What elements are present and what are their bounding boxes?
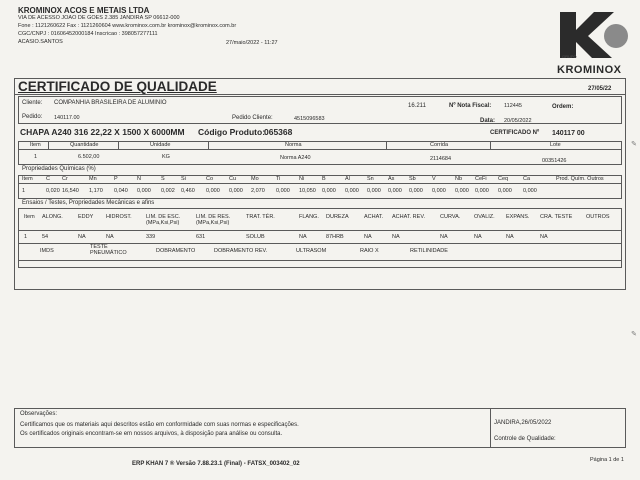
logo-text: KROMINOX (557, 64, 622, 76)
nota-fiscal-value: 112445 (504, 103, 522, 109)
chemical-value-2: 16,540 (62, 188, 79, 194)
chemical-header-16: As (388, 176, 395, 182)
mechanical-header2-1: TESTE PNEUMÁTICO (90, 244, 127, 256)
pen-mark: ✎ (630, 140, 638, 148)
chemical-header-20: CeFi (475, 176, 487, 182)
mechanical-header-8: DUREZA (326, 214, 349, 220)
cliente-value: COMPANHIA BRASILEIRA DE ALUMINIO (54, 100, 167, 106)
mechanical-value-10: NA (392, 234, 400, 240)
chemical-value-0: 1 (22, 188, 26, 194)
chemical-header-7: Si (181, 176, 186, 182)
chemical-value-3: 1,170 (89, 188, 103, 194)
chemical-header-10: Mo (251, 176, 259, 182)
product-code-value: 065368 (264, 127, 293, 137)
chemical-header-9: Cu (229, 176, 237, 182)
mechanical-header-2: EDDY (78, 214, 94, 220)
pedido-label: Pedido: (22, 114, 43, 120)
print-timestamp: 27/maio/2022 - 11:27 (226, 40, 278, 46)
items-row-quantidade: 6.502,00 (78, 154, 100, 160)
data-label: Data: (480, 118, 496, 124)
chemical-value-15: 0,000 (367, 188, 381, 194)
chemical-value-19: 0,000 (455, 188, 469, 194)
mechanical-header2-4: ULTRASOM (296, 248, 327, 254)
chemical-value-22: 0,000 (523, 188, 537, 194)
mechanical-value-12: NA (474, 234, 482, 240)
chemical-header-21: Ceq (498, 176, 509, 182)
mechanical-value-14: NA (540, 234, 548, 240)
items-header-quantidade: Quantidade (70, 142, 99, 148)
certificate-number-label: CERTIFICADO Nº (490, 130, 540, 136)
mechanical-value-8: 87HRB (326, 234, 344, 240)
chemical-header-11: Ti (276, 176, 281, 182)
cliente-label: Cliente: (22, 100, 43, 106)
pen-mark-2: ✎ (630, 330, 638, 338)
mechanical-header2-0: IMDS (40, 248, 54, 254)
cliente-number: 16.211 (408, 103, 426, 109)
chemical-value-18: 0,000 (432, 188, 446, 194)
certificate-date: 27/05/22 (588, 86, 612, 92)
mechanical-value-4: 339 (146, 234, 156, 240)
chemical-value-17: 0,000 (409, 188, 423, 194)
ordem-label: Ordem: (552, 104, 574, 110)
pedido-cliente-label: Pedido Cliente: (232, 115, 273, 121)
mechanical-value-5: 631 (196, 234, 206, 240)
nota-fiscal-label: Nº Nota Fiscal: (449, 103, 492, 109)
chemical-header-23: Prod. Quím. Outros (556, 176, 604, 182)
place-date: JANDIRA,26/05/2022 (494, 420, 552, 426)
items-header-item: Item (30, 142, 41, 148)
chemical-value-14: 0,000 (345, 188, 359, 194)
mechanical-header-15: OUTROS (586, 214, 610, 220)
chemical-header-14: Al (345, 176, 350, 182)
mechanical-header-1: ALONG. (42, 214, 63, 220)
chemical-header-15: Sn (367, 176, 374, 182)
mechanical-value-11: NA (440, 234, 448, 240)
chemical-header-19: Nb (455, 176, 463, 182)
pedido-value: 140117.00 (54, 115, 80, 121)
erp-version: ERP KHAN 7 ® Versão 7.88.23.1 (Final) - FATSX_003402_02 (132, 461, 300, 467)
items-row-lote: 00351426 (542, 158, 567, 164)
company-name: KROMINOX ACOS E METAIS LTDA (18, 6, 150, 15)
company-contact: ACASIO.SANTOS (18, 39, 63, 45)
mechanical-value-13: NA (506, 234, 514, 240)
quality-control-label: Controle de Qualidade: (494, 436, 556, 442)
chemical-header-17: Sb (409, 176, 416, 182)
mechanical-header-13: EXPANS. (506, 214, 530, 220)
items-header-lote: Lote (550, 142, 561, 148)
product-code-label: Código Produto: (198, 127, 266, 137)
chemical-value-7: 0,460 (181, 188, 195, 194)
mechanical-header2-2: DOBRAMENTO (156, 248, 196, 254)
chemical-value-13: 0,000 (322, 188, 336, 194)
krominox-k-mark-icon (558, 10, 630, 68)
chemical-header-18: V (432, 176, 436, 182)
items-header-norma: Norma (285, 142, 302, 148)
page-number: Página 1 de 1 (590, 457, 624, 463)
mechanical-header-12: OVALIZ. (474, 214, 495, 220)
chemical-value-21: 0,000 (498, 188, 512, 194)
chemical-value-10: 2,070 (251, 188, 265, 194)
chemical-header-8: Co (206, 176, 214, 182)
items-table (18, 141, 622, 165)
mechanical-value-3: NA (106, 234, 114, 240)
mechanical-header-0: Item (24, 214, 35, 220)
items-row-norma: Norma A240 (280, 155, 311, 161)
chemical-value-1: 0,020 (46, 188, 60, 194)
chemical-header-5: N (137, 176, 141, 182)
mechanical-title: Ensaios / Testes, Propriedades Mecânicas e afins (22, 200, 155, 206)
product-description: CHAPA A240 316 22,22 X 1500 X 6000MM (20, 127, 185, 137)
krominox-logo (558, 10, 630, 68)
mechanical-value-7: NA (299, 234, 307, 240)
chemical-value-6: 0,002 (161, 188, 175, 194)
chemical-header-1: C (46, 176, 50, 182)
mechanical-value-6: SOLUB (246, 234, 265, 240)
data-value: 20/05/2022 (504, 118, 532, 124)
items-row-item: 1 (34, 154, 38, 160)
chemical-header-22: Ca (523, 176, 531, 182)
chemical-value-4: 0,040 (114, 188, 128, 194)
mechanical-header-9: ACHAT. (364, 214, 384, 220)
items-header-unidade: Unidade (150, 142, 171, 148)
logo-small-text: GRUPO (562, 54, 577, 59)
mechanical-header-3: HIDROST. (106, 214, 132, 220)
items-row-corrida: 2114684 (430, 156, 452, 162)
company-cnpj: CGC/CNPJ : 01606452000184 Inscricao : 398057277111 (18, 31, 158, 37)
pedido-cliente-value: 4515096583 (294, 116, 325, 122)
chemical-header-2: Cr (62, 176, 68, 182)
items-header-corrida: Corrida (430, 142, 449, 148)
mechanical-value-2: NA (78, 234, 86, 240)
mechanical-header-7: FLANG. (299, 214, 319, 220)
chemical-value-16: 0,000 (388, 188, 402, 194)
chemical-header-12: Ni (299, 176, 305, 182)
mechanical-header-14: CRA. TESTE (540, 214, 573, 220)
mechanical-value-1: 54 (42, 234, 49, 240)
chemical-value-5: 0,000 (137, 188, 151, 194)
mechanical-header-6: TRAT. TÉR. (246, 214, 275, 220)
company-address: VIA DE ACESSO JOAO DE GOES 2.385 JANDIRA SP 06612-000 (18, 15, 180, 21)
observations-box (14, 408, 626, 448)
certificate-number-value: 140117 00 (552, 130, 585, 137)
observations-line-1: Certificamos que os materiais aqui descritos estão em conformidade com suas normas e especificações. (20, 422, 299, 428)
chemical-value-20: 0,000 (475, 188, 489, 194)
mechanical-value-9: NA (364, 234, 372, 240)
mechanical-header-10: ACHAT. REV. (392, 214, 426, 220)
chemical-header-3: Mn (89, 176, 97, 182)
items-row-unidade: KG (162, 154, 170, 160)
chemical-title: Propriedades Químicas (%) (22, 166, 96, 172)
mechanical-header-4: LIM. DE ESC. (MPa,Ksi,Psi) (146, 214, 181, 226)
mechanical-header-11: CURVA. (440, 214, 461, 220)
chemical-header-4: P (114, 176, 118, 182)
chemical-header-13: B (322, 176, 326, 182)
observations-label: Observações: (20, 411, 58, 417)
chemical-table (18, 175, 622, 199)
chemical-value-12: 10,050 (299, 188, 316, 194)
mechanical-value-0: 1 (24, 234, 28, 240)
mechanical-header2-5: RAIO X (360, 248, 379, 254)
mechanical-header2-3: DOBRAMENTO REV. (214, 248, 268, 254)
observations-line-2: Os certificados originais encontram-se em nossos arquivos, à disposição para análise ou consulta. (20, 431, 283, 437)
chemical-value-11: 0,000 (276, 188, 290, 194)
chemical-value-9: 0,000 (229, 188, 243, 194)
chemical-header-0: Item (22, 176, 33, 182)
mechanical-header-5: LIM. DE RES. (MPa,Ksi,Psi) (196, 214, 231, 226)
chemical-header-6: S (161, 176, 165, 182)
chemical-value-8: 0,000 (206, 188, 220, 194)
mechanical-header2-6: RETILINIDADE (410, 248, 448, 254)
company-phone: Fone : 1121260622 Fax : 1121260604 www.krominox.com.br krominox@krominox.com.br (18, 23, 237, 29)
certificate-title: CERTIFICADO DE QUALIDADE (18, 79, 217, 94)
